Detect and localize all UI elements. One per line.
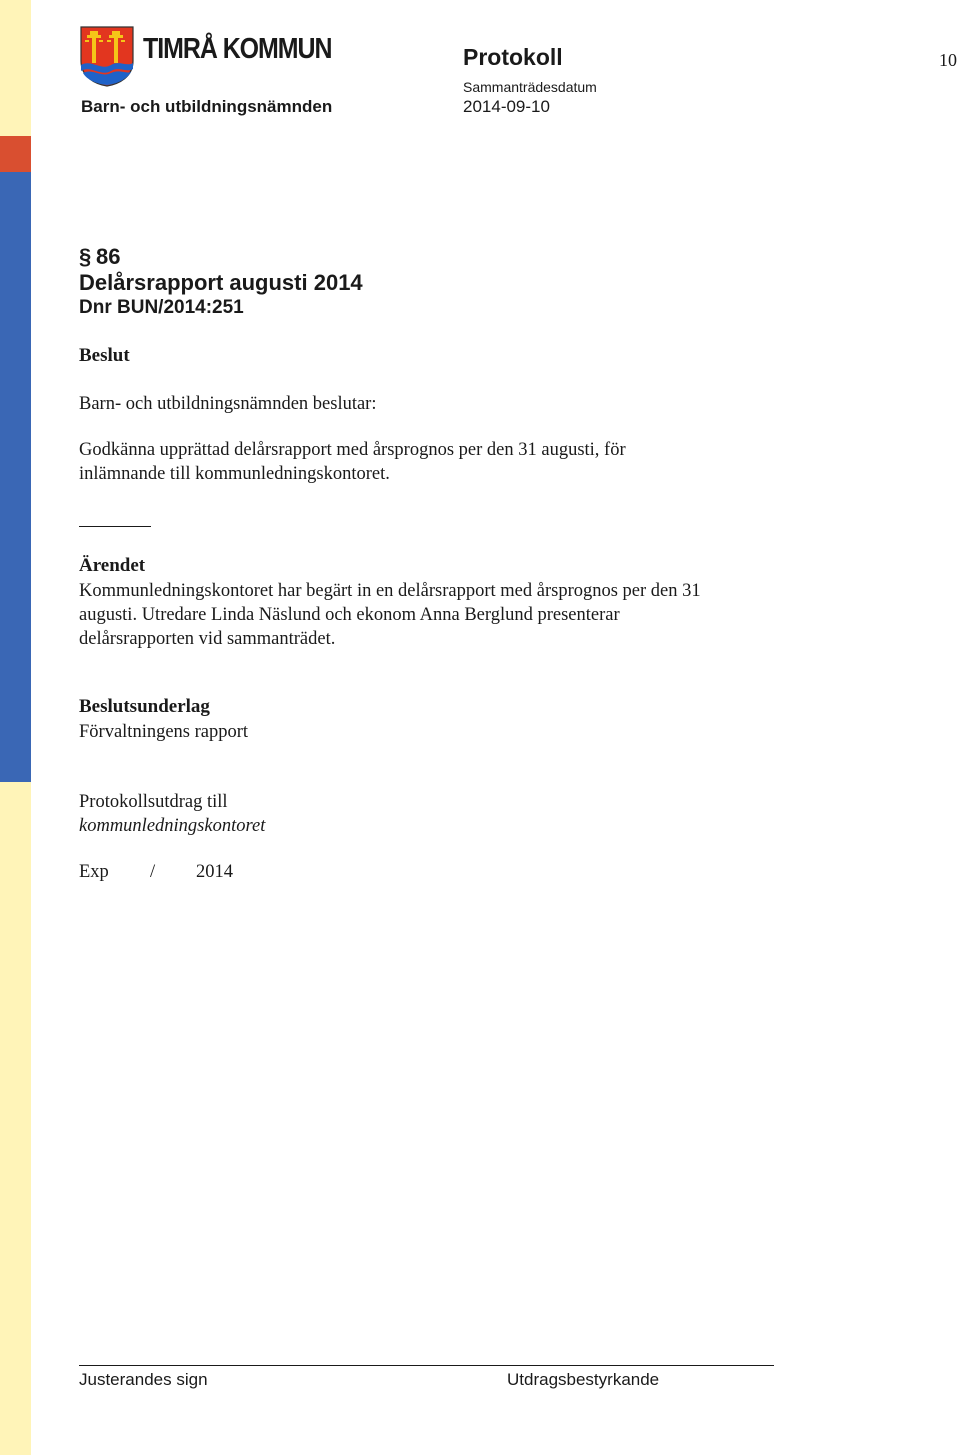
- exp-year: 2014: [196, 862, 233, 882]
- utdragsbestyrkande-label: Utdragsbestyrkande: [507, 1370, 660, 1389]
- case-number: Dnr BUN/2014:251: [79, 297, 244, 318]
- exp-label: Exp: [79, 862, 109, 882]
- justerandes-sign-label: Justerandes sign: [79, 1370, 208, 1389]
- paragraph-number: 86: [96, 244, 121, 269]
- beslut-line: inlämnande till kommunledningskontoret.: [79, 464, 390, 484]
- sidebar-blue-block: [0, 172, 31, 782]
- arendet-label: Ärendet: [79, 555, 146, 576]
- sidebar-red-block: [0, 136, 31, 172]
- arendet-line: augusti. Utredare Linda Näslund och ekonom Anna Berglund presenterar: [79, 605, 620, 625]
- meeting-date-label: Sammanträdesdatum: [463, 79, 597, 95]
- committee-name: Barn- och utbildningsnämnden: [81, 97, 333, 116]
- beslutsunderlag-item: Förvaltningens rapport: [79, 722, 249, 742]
- beslutsunderlag-label: Beslutsunderlag: [79, 696, 210, 717]
- meeting-date: 2014-09-10: [463, 97, 550, 116]
- distribution-label: Protokollsutdrag till: [79, 792, 228, 812]
- sidebar-color-band: [0, 0, 31, 1455]
- section-title: Delårsrapport augusti 2014: [79, 270, 363, 295]
- sidebar-yellow-bottom: [0, 782, 31, 1455]
- signature-line: [79, 1365, 774, 1366]
- beslut-label: Beslut: [79, 345, 130, 366]
- section-divider: [79, 526, 151, 527]
- beslut-intro: Barn- och utbildningsnämnden beslutar:: [79, 394, 377, 414]
- page-number: 10: [939, 50, 957, 70]
- arendet-line: delårsrapporten vid sammanträdet.: [79, 629, 336, 649]
- exp-slash: /: [150, 862, 156, 882]
- organization-name: TIMRÅ KOMMUN: [143, 33, 332, 65]
- arendet-line: Kommunledningskontoret har begärt in en delårsrapport med årsprognos per den 31: [79, 581, 701, 601]
- paragraph-symbol: §: [79, 244, 92, 269]
- distribution-recipient: kommunledningskontoret: [79, 816, 266, 836]
- beslut-line: Godkänna upprättad delårsrapport med årsprognos per den 31 augusti, för: [79, 440, 626, 460]
- timra-coat-of-arms-icon: [79, 25, 135, 87]
- document-type: Protokoll: [463, 44, 563, 70]
- sidebar-yellow-top: [0, 0, 31, 136]
